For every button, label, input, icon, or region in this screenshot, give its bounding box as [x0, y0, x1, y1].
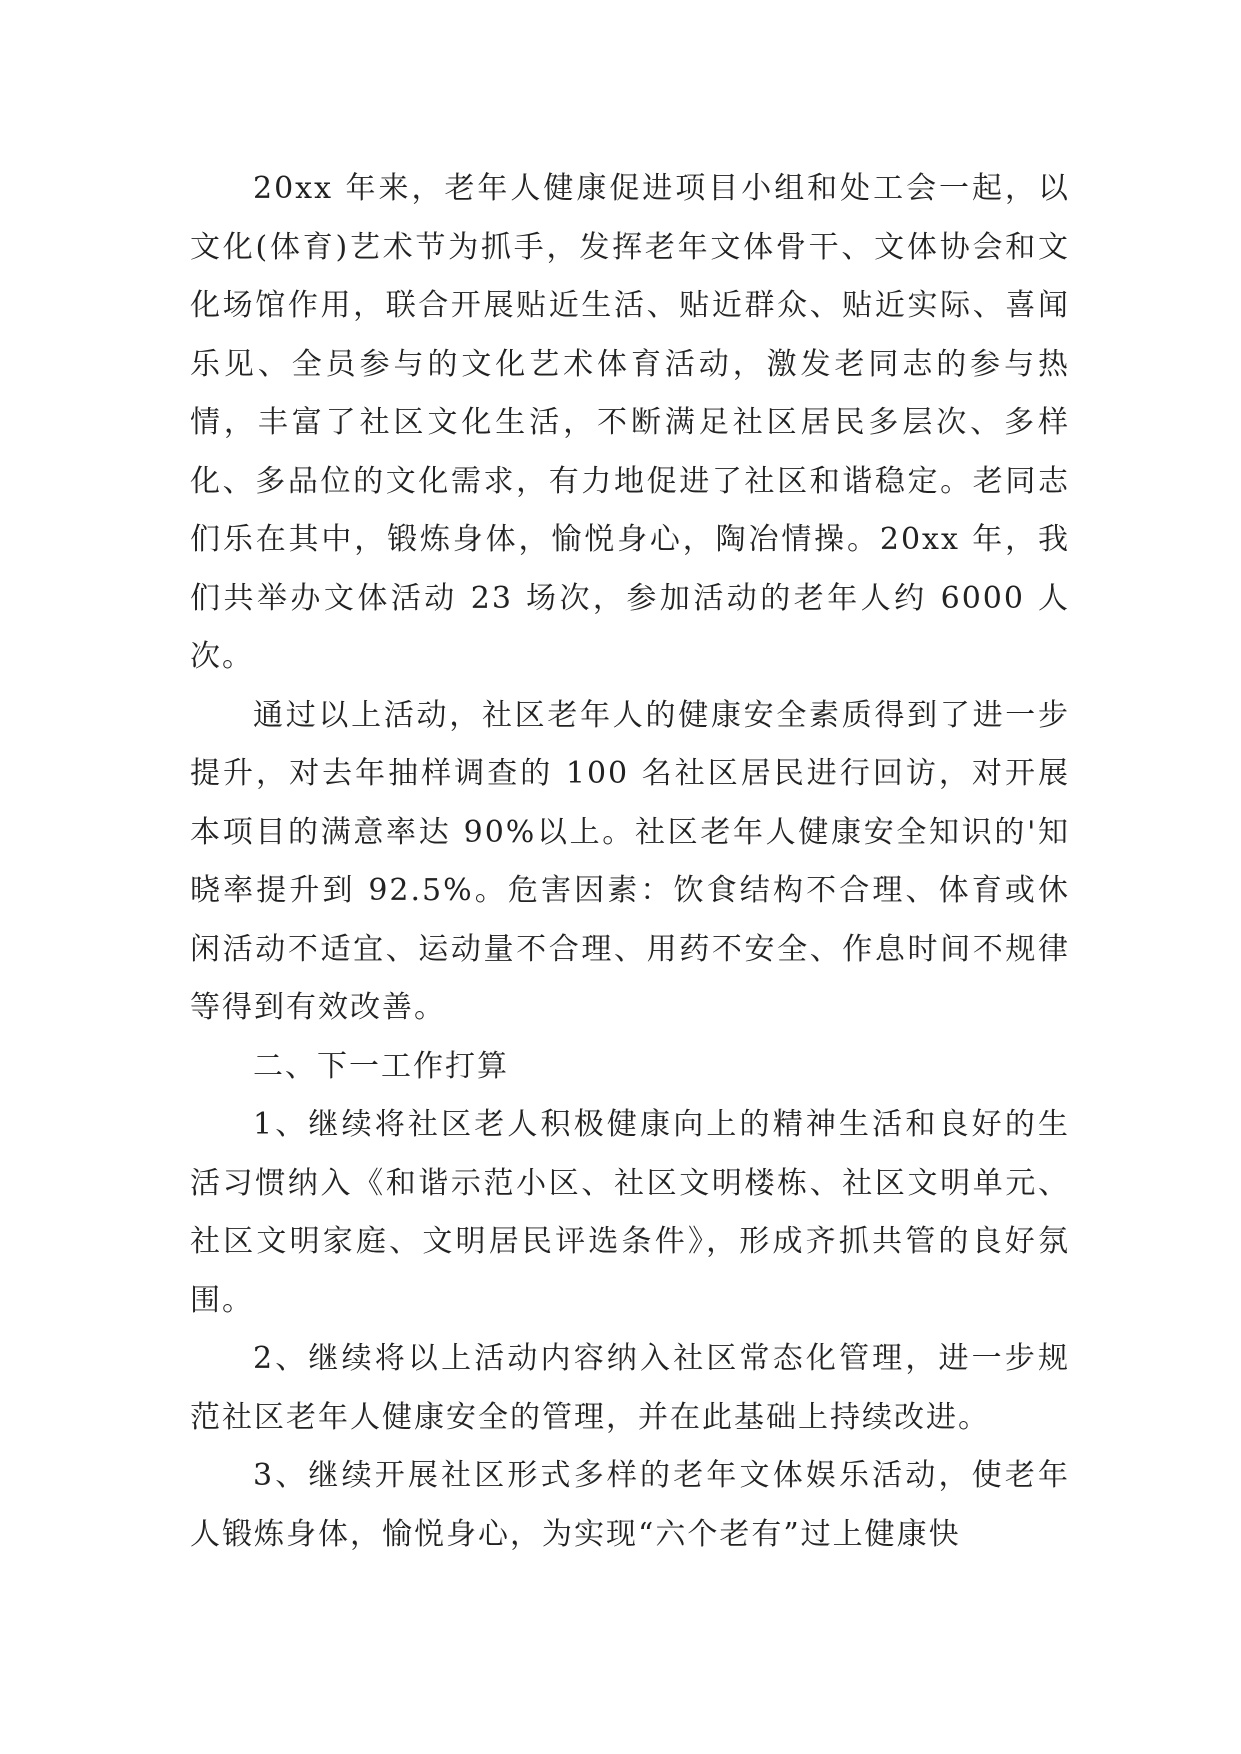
paragraph-plan-3: 3、继续开展社区形式多样的老年文体娱乐活动，使老年人锻炼身体，愉悦身心，为实现“六个老有”过上健康快: [190, 1458, 1070, 1552]
section-heading-next-plan: 二、下一工作打算: [253, 1048, 509, 1084]
paragraph-results: 通过以上活动，社区老年人的健康安全素质得到了进一步提升，对去年抽样调查的 100 名社区居民进行回访，对开展本项目的满意率达 90%以上。社区老年人健康安全知识的'知晓率提升到 92.5%。危害因素：饮食结构不合理、体育或休闲活动不适宜、运动量不合理、用药不安全、作息时间不规律等得到有效改善。: [190, 697, 1070, 1025]
document-body: [190, 160, 1070, 1564]
paragraph-plan-2: 2、继续将以上活动内容纳入社区常态化管理，进一步规范社区老年人健康安全的管理，并在此基础上持续改进。: [190, 1341, 1070, 1435]
paragraph-activities: 20xx 年来，老年人健康促进项目小组和处工会一起，以文化(体育)艺术节为抓手，发挥老年文体骨干、文体协会和文化场馆作用，联合开展贴近生活、贴近群众、贴近实际、喜闻乐见、全员参与的文化艺术体育活动，激发老同志的参与热情，丰富了社区文化生活，不断满足社区居民多层次、多样化、多品位的文化需求，有力地促进了社区和谐稳定。老同志们乐在其中，锻炼身体，愉悦身心，陶冶情操。20xx 年，我们共举办文体活动 23 场次，参加活动的老年人约 6000 人次。: [190, 171, 1070, 674]
paragraph-plan-1: 1、继续将社区老人积极健康向上的精神生活和良好的生活习惯纳入《和谐示范小区、社区文明楼栋、社区文明单元、社区文明家庭、文明居民评选条件》，形成齐抓共管的良好氛围。: [190, 1107, 1070, 1318]
